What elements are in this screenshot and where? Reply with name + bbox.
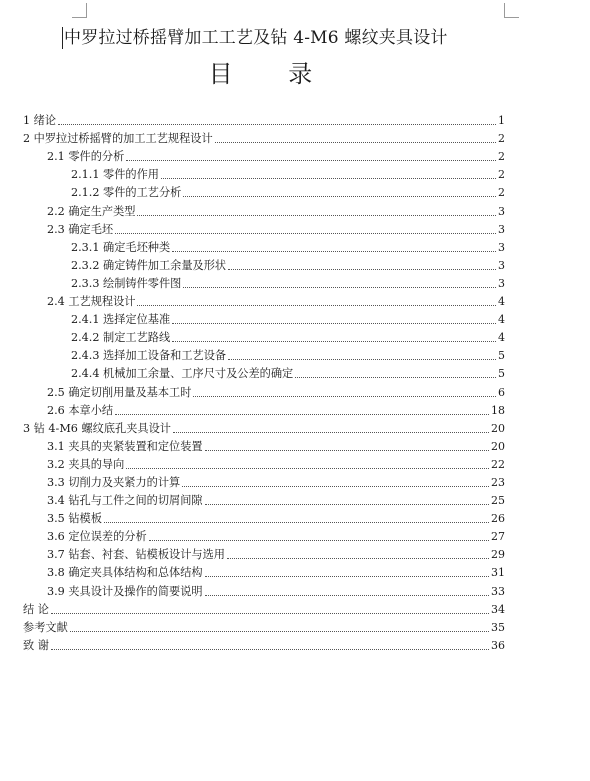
toc-dot-leader (115, 413, 489, 415)
toc-entry-title[interactable]: 2.4.4 机械加工余量、工序尺寸及公差的确定 (71, 367, 294, 381)
toc-dot-leader (205, 503, 489, 505)
toc-entry[interactable] (23, 255, 505, 273)
toc-page-number[interactable]: 3 (498, 258, 505, 272)
toc-page-number[interactable]: 3 (498, 222, 505, 236)
toc-dot-leader (183, 195, 496, 197)
toc-entry[interactable] (23, 110, 505, 128)
toc-entry[interactable] (23, 418, 505, 436)
toc-entry-title[interactable]: 2.1.1 零件的作用 (71, 168, 159, 182)
toc-dot-leader (193, 395, 496, 397)
toc-entry-title[interactable]: 3.4 钻孔与工件之间的切屑间隙 (47, 494, 203, 508)
toc-entry-title[interactable]: 2.4.1 选择定位基准 (71, 313, 171, 327)
toc-dot-leader (295, 376, 496, 378)
toc-dot-leader (126, 159, 496, 161)
toc-entry[interactable] (23, 599, 505, 617)
toc-page-number[interactable]: 5 (498, 367, 505, 381)
toc-entry-title[interactable]: 3.9 夹具设计及操作的简要说明 (47, 584, 203, 598)
toc-dot-leader (58, 123, 496, 125)
toc-page-number[interactable]: 31 (491, 566, 505, 580)
toc-entry-title[interactable]: 2.1.2 零件的工艺分析 (71, 186, 182, 200)
toc-dot-leader (51, 612, 489, 614)
toc-page-number[interactable]: 2 (498, 168, 505, 182)
toc-page-number[interactable]: 6 (498, 385, 505, 399)
toc-dot-leader (51, 648, 489, 650)
text-cursor (62, 27, 63, 49)
toc-entry[interactable] (23, 454, 505, 472)
toc-page-number[interactable]: 2 (498, 150, 505, 164)
toc-entry-title[interactable]: 2.4.2 制定工艺路线 (71, 331, 171, 345)
toc-page-number[interactable]: 33 (491, 584, 505, 598)
toc-page-number[interactable]: 20 (491, 439, 505, 453)
toc-dot-leader (227, 557, 489, 559)
toc-dot-leader (137, 214, 496, 216)
toc-entry[interactable] (23, 436, 505, 454)
toc-entry-title[interactable]: 2.2 确定生产类型 (47, 204, 136, 218)
toc-page-number[interactable]: 25 (491, 494, 505, 508)
toc-page-number[interactable]: 4 (498, 313, 505, 327)
toc-entry[interactable] (23, 237, 505, 255)
toc-entry[interactable] (23, 562, 505, 580)
toc-entry[interactable] (23, 508, 505, 526)
toc-entry[interactable] (23, 526, 505, 544)
toc-page-number[interactable]: 23 (491, 475, 505, 489)
toc-entry[interactable] (23, 635, 505, 653)
toc-entry[interactable] (23, 273, 505, 291)
toc-dot-leader (205, 449, 489, 451)
toc-page-number[interactable]: 27 (491, 530, 505, 544)
toc-entry-title[interactable]: 结 论 (23, 602, 49, 616)
toc-entry-title[interactable]: 3.7 钻套、衬套、钻模板设计与选用 (47, 548, 225, 562)
toc-entry-title[interactable]: 2.3.3 绘制铸件零件图 (71, 276, 182, 290)
toc-dot-leader (149, 539, 489, 541)
toc-entry-title[interactable]: 1 绪论 (23, 114, 57, 128)
toc-page-number[interactable]: 35 (491, 620, 505, 634)
toc-entry[interactable] (23, 363, 505, 381)
toc-page-number[interactable]: 29 (491, 548, 505, 562)
toc-entry[interactable] (23, 580, 505, 598)
toc-entry-title[interactable]: 2.3.1 确定毛坯种类 (71, 240, 171, 254)
toc-page-number[interactable]: 26 (491, 512, 505, 526)
toc-entry[interactable] (23, 490, 505, 508)
toc-page-number[interactable]: 4 (498, 295, 505, 309)
toc-entry[interactable] (23, 291, 505, 309)
toc-page-number[interactable]: 36 (491, 638, 505, 652)
toc-dot-leader (228, 268, 496, 270)
page-corner-mark-right (504, 3, 519, 18)
toc-page-number[interactable]: 4 (498, 331, 505, 345)
toc-page-number[interactable]: 2 (498, 186, 505, 200)
toc-dot-leader (172, 250, 496, 252)
toc-entry[interactable] (23, 219, 505, 237)
toc-entry[interactable] (23, 164, 505, 182)
toc-entry-title[interactable]: 3 钻 4-M6 螺纹底孔夹具设计 (23, 421, 171, 435)
toc-entry-title[interactable]: 致 谢 (23, 638, 49, 652)
toc-entry[interactable] (23, 309, 505, 327)
toc-page-number[interactable]: 20 (491, 421, 505, 435)
toc-dot-leader (161, 177, 496, 179)
toc-entry[interactable] (23, 128, 505, 146)
toc-entry[interactable] (23, 381, 505, 399)
toc-dot-leader (215, 141, 496, 143)
toc-page-number[interactable]: 2 (498, 132, 505, 146)
toc-page-number[interactable]: 3 (498, 240, 505, 254)
toc-entry[interactable] (23, 544, 505, 562)
toc-entry[interactable] (23, 400, 505, 418)
toc-entry-title[interactable]: 2.3 确定毛坯 (47, 222, 114, 236)
toc-dot-leader (104, 521, 489, 523)
toc-entry[interactable] (23, 345, 505, 363)
toc-entry-title[interactable]: 2.3.2 确定铸件加工余量及形状 (71, 258, 227, 272)
toc-entry-title[interactable]: 2.4.3 选择加工设备和工艺设备 (71, 349, 227, 363)
page-corner-mark-left (72, 3, 87, 18)
toc-entry-title[interactable]: 3.5 钻模板 (47, 512, 102, 526)
toc-dot-leader (70, 630, 489, 632)
toc-dot-leader (173, 431, 489, 433)
toc-entry-title[interactable]: 3.6 定位误差的分析 (47, 530, 147, 544)
toc-page-number[interactable]: 1 (498, 114, 505, 128)
toc-dot-leader (137, 304, 496, 306)
toc-entry-title[interactable]: 参考文献 (23, 620, 68, 634)
toc-entry-title[interactable]: 3.8 确定夹具体结构和总体结构 (47, 566, 203, 580)
toc-entry-title[interactable]: 2.5 确定切削用量及基本工时 (47, 385, 192, 399)
toc-entry-title[interactable]: 2.4 工艺规程设计 (47, 295, 136, 309)
toc-entry-title[interactable]: 3.2 夹具的导向 (47, 457, 125, 471)
toc-dot-leader (182, 485, 489, 487)
toc-page-number[interactable]: 5 (498, 349, 505, 363)
toc-entry-title[interactable]: 2.1 零件的分析 (47, 150, 125, 164)
toc-entry[interactable] (23, 200, 505, 218)
toc-entry-title[interactable]: 2.6 本章小结 (47, 403, 114, 417)
toc-dot-leader (205, 575, 489, 577)
toc-entry-title[interactable]: 2 中罗拉过桥摇臂的加工工艺规程设计 (23, 132, 213, 146)
toc-dot-leader (172, 322, 496, 324)
toc-dot-leader (115, 232, 496, 234)
toc-entry-title[interactable]: 3.1 夹具的夹紧装置和定位装置 (47, 439, 203, 453)
toc-page-number[interactable]: 3 (498, 276, 505, 290)
toc-entry-title[interactable]: 3.3 切削力及夹紧力的计算 (47, 475, 181, 489)
toc-dot-leader (228, 358, 496, 360)
toc-entry[interactable] (23, 617, 505, 635)
toc-page-number[interactable]: 18 (491, 403, 505, 417)
toc-page-number[interactable]: 3 (498, 204, 505, 218)
toc-dot-leader (205, 594, 489, 596)
toc-entry[interactable] (23, 327, 505, 345)
table-of-contents (23, 110, 505, 653)
toc-page-number[interactable]: 22 (491, 457, 505, 471)
toc-entry[interactable] (23, 182, 505, 200)
toc-heading[interactable]: 目 录 (208, 60, 337, 88)
toc-entry[interactable] (23, 472, 505, 490)
toc-dot-leader (172, 340, 496, 342)
toc-page-number[interactable]: 34 (491, 602, 505, 616)
toc-dot-leader (126, 467, 489, 469)
toc-dot-leader (183, 286, 496, 288)
toc-entry[interactable] (23, 146, 505, 164)
document-title[interactable]: 中罗拉过桥摇臂加工工艺及钻 4-M6 螺纹夹具设计 (64, 28, 448, 48)
